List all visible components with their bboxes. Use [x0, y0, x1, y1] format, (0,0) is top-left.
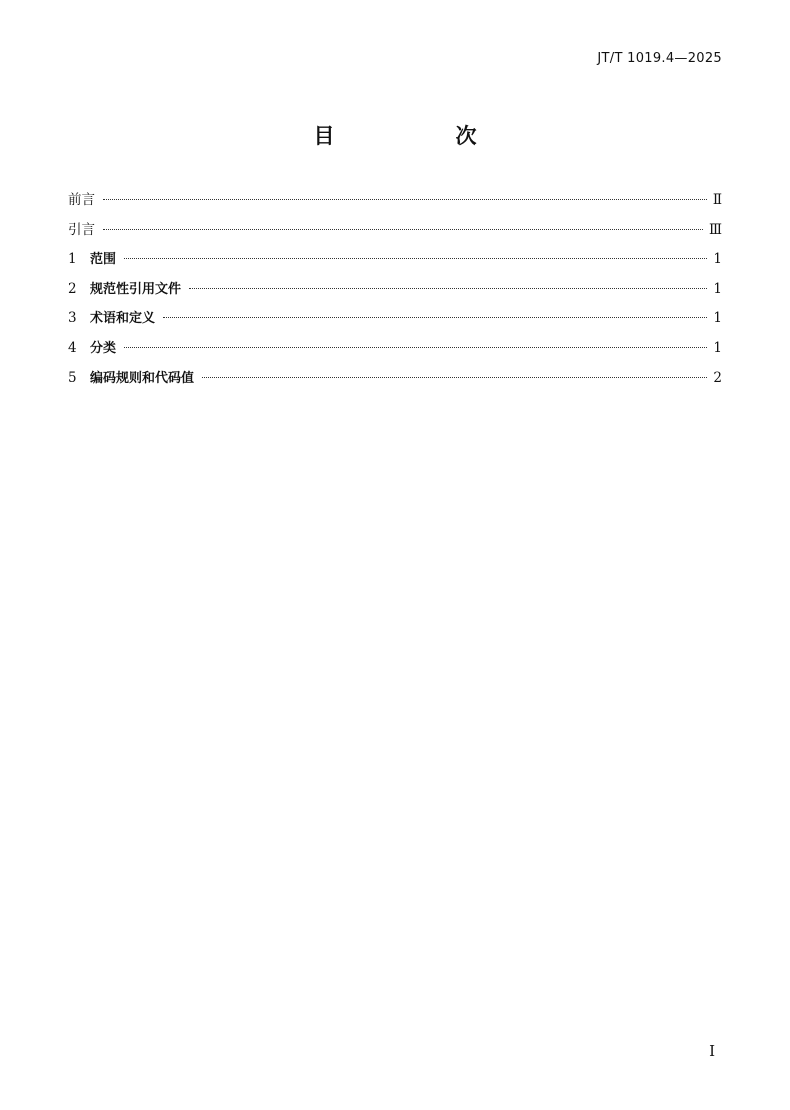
dot-leader	[202, 377, 707, 378]
toc-entry-introduction[interactable]	[68, 216, 722, 246]
dot-leader	[163, 317, 707, 318]
toc-label: 术语和定义	[90, 311, 156, 327]
toc-section-number: 1	[68, 251, 77, 268]
toc-section-number: 2	[68, 280, 77, 297]
toc-page-number: 2	[713, 369, 722, 386]
page-title: 目 次	[313, 124, 527, 148]
document-code: JT/T 1019.4—2025	[597, 51, 722, 66]
toc-label: 编码规则和代码值	[90, 370, 195, 386]
page-number: I	[709, 1042, 715, 1060]
dot-leader	[124, 258, 707, 259]
toc-entry-normative-references[interactable]	[68, 275, 722, 305]
toc-section-number: 3	[68, 310, 77, 327]
toc-section-number: 5	[68, 369, 77, 386]
table-of-contents	[68, 186, 722, 393]
toc-entry-coding-rules[interactable]	[68, 364, 722, 394]
toc-entry-classification[interactable]	[68, 334, 722, 364]
toc-page-number: Ⅱ	[712, 192, 722, 208]
dot-leader	[103, 199, 707, 200]
toc-section-number: 4	[68, 339, 77, 356]
toc-label: 分类	[90, 340, 117, 356]
toc-page-number: 1	[713, 251, 722, 268]
toc-page-number: 1	[713, 310, 722, 327]
toc-label: 规范性引用文件	[90, 281, 182, 297]
toc-label: 范围	[90, 252, 117, 268]
toc-entry-terms-definitions[interactable]	[68, 304, 722, 334]
dot-leader	[124, 347, 707, 348]
toc-entry-scope[interactable]	[68, 245, 722, 275]
toc-page-number: Ⅲ	[708, 221, 722, 238]
toc-label: 前言	[68, 192, 95, 208]
toc-page-number: 1	[713, 280, 722, 297]
toc-page-number: 1	[713, 339, 722, 356]
toc-entry-foreword[interactable]	[68, 186, 722, 216]
dot-leader	[189, 288, 707, 289]
toc-label: 引言	[68, 221, 95, 238]
dot-leader	[103, 229, 703, 230]
